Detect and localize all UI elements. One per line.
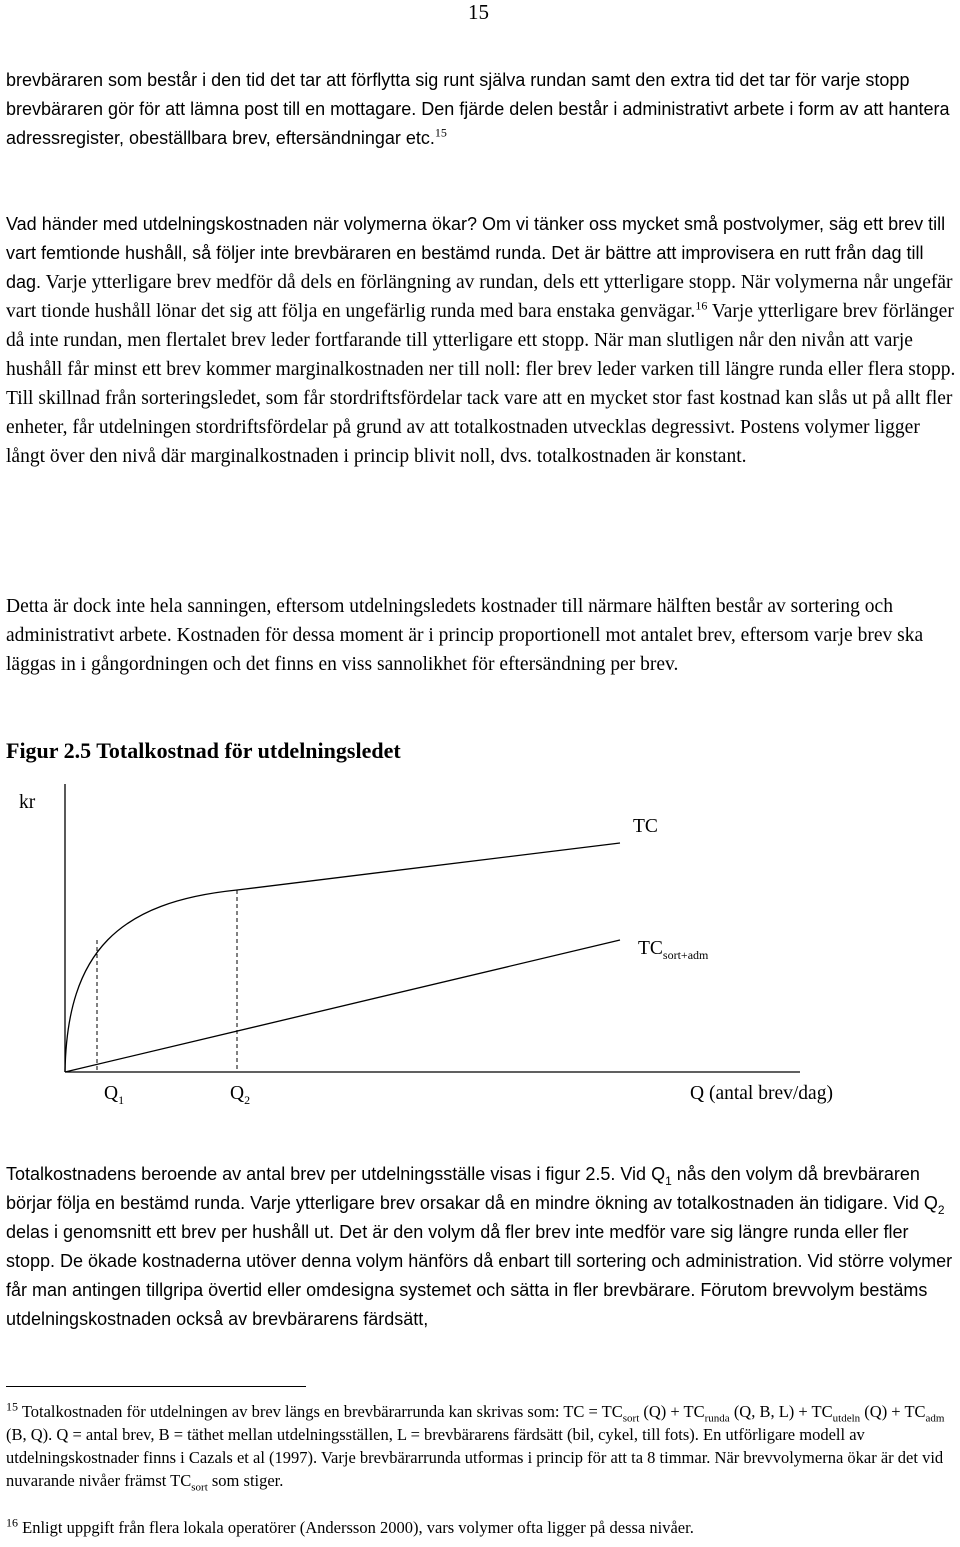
paragraph-1 <box>6 66 956 153</box>
footnote-15-sub-2: runda <box>704 1412 730 1425</box>
chart-svg <box>0 780 960 1130</box>
footnote-16 <box>6 1516 956 1539</box>
paragraph-4 <box>6 1160 956 1334</box>
x-mark-q2-text: Q <box>230 1083 245 1104</box>
paragraph-3: Detta är dock inte hela sanningen, eftersom utdelningsledets kostnader till närmare hälften består av sortering och administrativt arbete. Kostnaden för dessa moment är i princip proportionell mot antalet brev, eftersom varje brev ska läggas in i gångordningen och det finns en viss sannolikhet för eftersändning per brev. <box>6 596 924 675</box>
footnote-15-number: 15 <box>6 1399 18 1414</box>
y-axis-label: kr <box>19 792 36 813</box>
series-label-tc-sort-adm-text: TC <box>638 938 663 959</box>
figure-title: Figur 2.5 Totalkostnad för utdelningsledet <box>6 738 401 763</box>
footnote-15-sub-3: utdeln <box>832 1412 861 1425</box>
paragraph-4-text-2: nås den volym då brevbäraren börjar följa en bestämd runda. Varje ytterligare brev orsakar då en mindre ökning av totalkostnaden än tidigare. Vid Q <box>6 1164 938 1213</box>
paragraph-4-text-4: Förutom brevvolym bestäms utdelningskostnaden också av brevbärarens färdsätt, <box>6 1280 928 1329</box>
paragraph-4-sub-2: 2 <box>937 1202 945 1217</box>
footnote-15 <box>6 1400 956 1492</box>
footnote-15-sub-5: sort <box>191 1481 208 1494</box>
footnote-15-text-3: (Q, B, L) + TC <box>729 1402 833 1421</box>
footnote-16-number: 16 <box>6 1515 18 1530</box>
tc-curve <box>65 843 620 1072</box>
x-mark-q2-label <box>230 1083 250 1105</box>
paragraph-2-serif-text-1: Varje ytterligare brev medför då dels en förlängning av rundan, dels ett ytterligare stopp. När volymerna når ungefär vart tionde hushåll lönar det sig att följa en ungefärlig runda med bara enstaka genvägar. <box>6 272 953 322</box>
footnote-15-text-6: som stiger. <box>207 1471 284 1490</box>
footnote-ref-15[interactable]: 15 <box>434 125 447 140</box>
series-label-tc-sort-adm-sub: sort+adm <box>662 947 709 962</box>
x-mark-q1-text: Q <box>104 1083 119 1104</box>
footnote-15-text-4: (Q) + TC <box>860 1402 926 1421</box>
series-label-tc <box>633 816 658 838</box>
paragraph-2 <box>6 210 956 471</box>
footnote-16-text: Enligt uppgift från flera lokala operatörer (Andersson 2000), vars volymer ofta ligger på dessa nivåer. <box>18 1518 694 1537</box>
figure-chart <box>0 780 960 1130</box>
paragraph-4-sub-1: 1 <box>665 1173 672 1188</box>
footnote-ref-16[interactable]: 16 <box>695 298 708 313</box>
footnote-15-sub-1: sort <box>622 1412 640 1425</box>
paragraph-2-sans-text: Vad händer med utdelningskostnaden när volymerna ökar? Om vi tänker oss mycket små postvolymer, säg ett brev till vart femtionde hushåll, så följer inte brevbäraren en bestämd runda. Det är bättre att improvisera en rutt från dag till dag. <box>6 214 946 292</box>
page-number: 15 <box>468 0 489 24</box>
series-label-tc-text: TC <box>633 816 658 837</box>
series-label-tc-sort-adm <box>638 938 708 960</box>
paragraph-1-text: brevbäraren som består i den tid det tar att förflytta sig runt själva rundan samt den extra tid det tar för varje stopp brevbäraren gör för att lämna post till en mottagare. Den fjärde delen består i administrativt arbete i form av att hantera adressregister, obeställbara brev, eftersändningar etc. <box>6 70 950 148</box>
tc-sort-adm-line <box>65 940 620 1072</box>
x-mark-q1-label <box>104 1083 124 1105</box>
footnote-15-text-1: Totalkostnaden för utdelningen av brev längs en brevbärarrunda kan skrivas som: TC = TC <box>18 1402 623 1421</box>
footnote-separator <box>6 1386 306 1387</box>
paragraph-4-text-1: Totalkostnadens beroende av antal brev per utdelningsställe visas i figur 2.5. Vid Q <box>6 1164 666 1184</box>
footnote-15-text-2: (Q) + TC <box>639 1402 705 1421</box>
footnote-15-text-5: (B, Q). Q = antal brev, B = täthet mellan utdelningsställen, L = brevbärarens färdsätt (bil, cykel, till fots). En utförligare modell av utdelningskostnader finns i Cazals et al (1997). Varje brevbärarrunda utformas i princip för att ta 8 timmar. När brevvolymerna ökar är det vid nuvarande nivåer främst TC <box>6 1425 944 1490</box>
x-axis-label: Q (antal brev/dag) <box>690 1083 833 1104</box>
x-mark-q1-sub: 1 <box>118 1092 125 1107</box>
paragraph-4-text-3: delas i genomsnitt ett brev per hushåll ut. Det är den volym då fler brev inte medför vare sig längre runda eller fler stopp. De ökade kostnaderna utöver denna volym hänförs då enbart till sortering och administration. Vid större volymer får man antingen tillgripa övertid eller omdesigna systemet och sätta in fler brevbärare. <box>6 1222 953 1300</box>
x-mark-q2-sub: 2 <box>244 1092 251 1107</box>
paragraph-2-serif-text-2: Varje ytterligare brev förlänger då inte rundan, men flertalet brev leder fortfarande till ytterligare ett stopp. När man slutligen når den nivån att varje hushåll får minst ett brev kommer marginalkostnaden ner till noll: fler brev leder varken till längre runda eller flera stopp. Till skillnad från sorteringsledet, som får stordriftsfördelar tack vare att en mycket stor fast kostnad kan slås ut på allt fler enheter, får utdelningen stordriftsfördelar på grund av att totalkostnaden utvecklas degressivt. Postens volymer ligger långt över den nivå där marginalkostnaden i princip blivit noll, dvs. totalkostnaden är konstant. <box>6 301 956 467</box>
footnote-15-sub-4: adm <box>925 1412 945 1425</box>
